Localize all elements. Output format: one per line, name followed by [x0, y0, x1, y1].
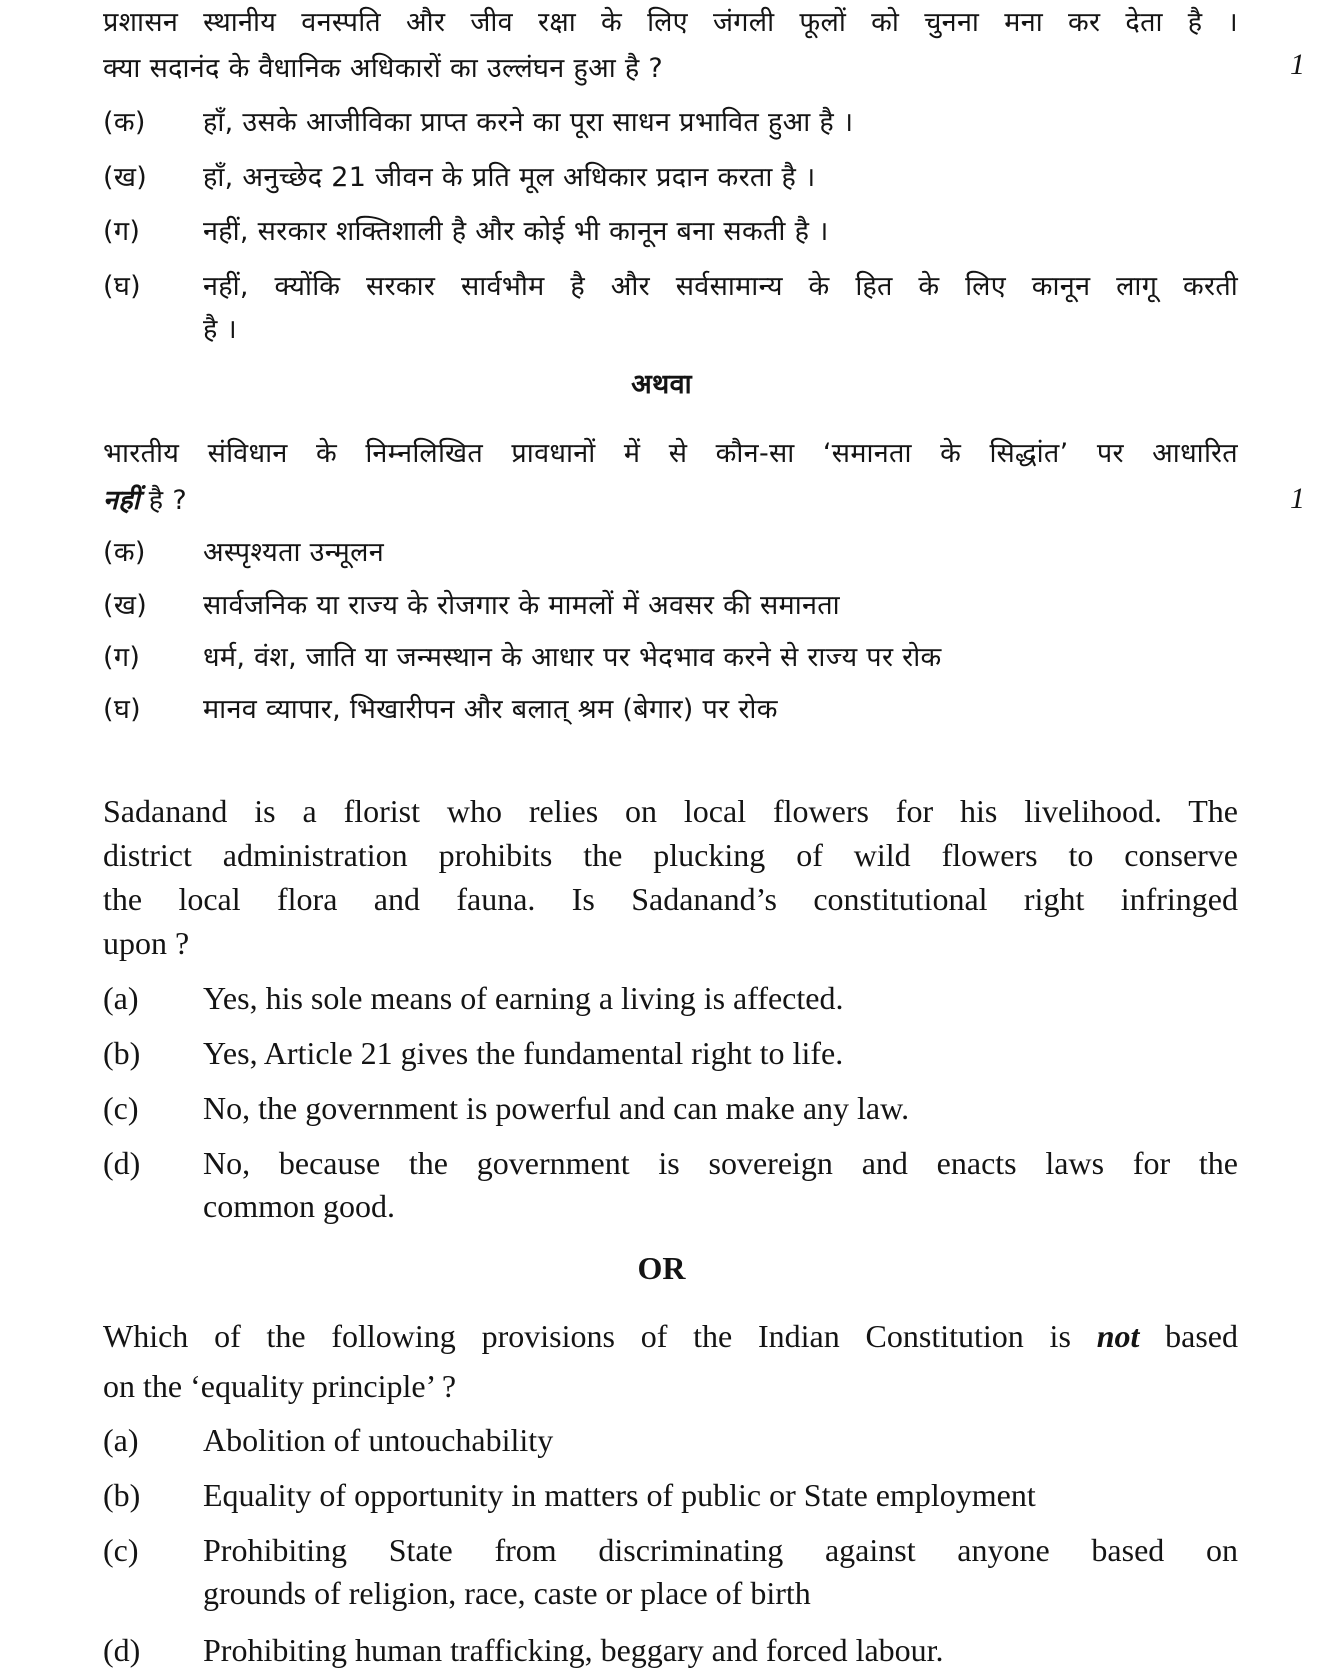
english-q1-option-c [103, 1090, 1238, 1127]
option-label: (a) [103, 980, 139, 1016]
option-text: अस्पृश्यता उन्मूलन [203, 537, 384, 568]
stem-post: based [1139, 1318, 1239, 1354]
emphasis-not: नहीं [103, 485, 140, 516]
hindi-q1-option-ka [103, 102, 1238, 139]
english-q1-stem-line3: the local flora and fauna. Is Sadanand’s constitutional right infringed [103, 881, 1238, 917]
english-q1-option-a [103, 980, 1238, 1017]
option-label: (ख) [103, 162, 148, 193]
hindi-q1-stem-line2: क्या सदानंद के वैधानिक अधिकारों का उल्लंघन हुआ है ? [103, 53, 664, 84]
english-q1-option-d [103, 1145, 1238, 1225]
hindi-q2-option-gha [103, 689, 1238, 726]
option-text-line2: common good. [203, 1188, 395, 1224]
english-q2-option-b [103, 1477, 1238, 1514]
option-text: सार्वजनिक या राज्य के रोजगार के मामलों में अवसर की समानता [203, 590, 840, 621]
option-label: (a) [103, 1422, 139, 1458]
option-text: Yes, Article 21 gives the fundamental right to life. [203, 1035, 844, 1071]
english-q2-stem-line2: on the ‘equality principle’ ? [103, 1368, 457, 1404]
option-label: (ख) [103, 590, 148, 621]
option-text: Equality of opportunity in matters of public or State employment [203, 1477, 1036, 1513]
hindi-q1-option-gha [103, 266, 1238, 346]
english-q1-stem-line2: district administration prohibits the plucking of wild flowers to conserve [103, 837, 1238, 873]
option-text: हाँ, उसके आजीविका प्राप्त करने का पूरा साधन प्रभावित हुआ है । [203, 107, 854, 138]
option-text: No, the government is powerful and can make any law. [203, 1090, 910, 1126]
option-label: (c) [103, 1532, 139, 1568]
option-text-line2: है । [203, 314, 238, 345]
option-text-line1: Prohibiting State from discriminating against anyone based on [203, 1532, 1238, 1568]
english-q1-option-b [103, 1035, 1238, 1072]
english-or-divider: OR [637, 1250, 686, 1286]
english-q1-stem-line4: upon ? [103, 925, 190, 961]
option-label: (ग) [103, 216, 141, 247]
option-text-line1: No, because the government is sovereign and enacts laws for the [203, 1145, 1238, 1181]
option-text: नहीं, सरकार शक्तिशाली है और कोई भी कानून बना सकती है । [203, 216, 829, 247]
option-text-line1: नहीं, क्योंकि सरकार सार्वभौम है और सर्वसामान्य के हित के लिए कानून लागू करती [203, 271, 1238, 302]
option-text: हाँ, अनुच्छेद 21 जीवन के प्रति मूल अधिकार प्रदान करता है । [203, 162, 816, 193]
english-q1-stem-line1: Sadanand is a florist who relies on local flowers for his livelihood. The [103, 793, 1238, 829]
hindi-q1-marks: 1 [1290, 48, 1305, 81]
stem-pre: Which of the following provisions of the Indian Constitution is [103, 1318, 1097, 1354]
option-text: Yes, his sole means of earning a living is affected. [203, 980, 844, 1016]
option-label: (क) [103, 537, 146, 568]
option-label: (d) [103, 1632, 141, 1668]
option-text: धर्म, वंश, जाति या जन्मस्थान के आधार पर भेदभाव करने से राज्य पर रोक [203, 642, 942, 673]
option-text [203, 1532, 1238, 1612]
hindi-q2-option-ka [103, 532, 1238, 569]
option-text: मानव व्यापार, भिखारीपन और बलात् श्रम (बेगार) पर रोक [203, 694, 778, 725]
hindi-q1-option-ga [103, 211, 1238, 248]
emphasis-not: not [1096, 1318, 1140, 1354]
option-label: (b) [103, 1477, 141, 1513]
english-q2-stem-line1 [103, 1318, 1238, 1355]
stem-rest: है ? [139, 485, 187, 516]
option-label: (क) [103, 107, 146, 138]
hindi-q2-option-kha [103, 585, 1238, 622]
option-text-line2: grounds of religion, race, caste or place of birth [203, 1575, 811, 1611]
option-label: (c) [103, 1090, 139, 1126]
hindi-q1-stem-line1: प्रशासन स्थानीय वनस्पति और जीव रक्षा के लिए जंगली फूलों को चुनना मना कर देता है । [103, 7, 1238, 38]
hindi-q1-option-kha [103, 157, 1238, 194]
english-q2-option-a [103, 1422, 1238, 1459]
hindi-q2-stem-line2 [103, 480, 1238, 517]
hindi-or-divider: अथवा [631, 369, 692, 400]
english-q2-option-d [103, 1632, 1238, 1669]
option-label: (d) [103, 1145, 141, 1181]
hindi-q2-stem-line1: भारतीय संविधान के निम्नलिखित प्रावधानों में से कौन-सा ‘समानता के सिद्धांत’ पर आधारित [103, 438, 1238, 469]
option-label: (घ) [103, 271, 141, 302]
hindi-q2-marks: 1 [1290, 482, 1305, 515]
option-text [203, 1145, 1238, 1225]
option-text [203, 266, 1238, 346]
option-label: (ग) [103, 642, 141, 673]
hindi-q2-option-ga [103, 637, 1238, 674]
option-text: Prohibiting human trafficking, beggary and forced labour. [203, 1632, 944, 1668]
option-label: (घ) [103, 694, 141, 725]
option-text: Abolition of untouchability [203, 1422, 554, 1458]
option-label: (b) [103, 1035, 141, 1071]
english-q2-option-c [103, 1532, 1238, 1612]
